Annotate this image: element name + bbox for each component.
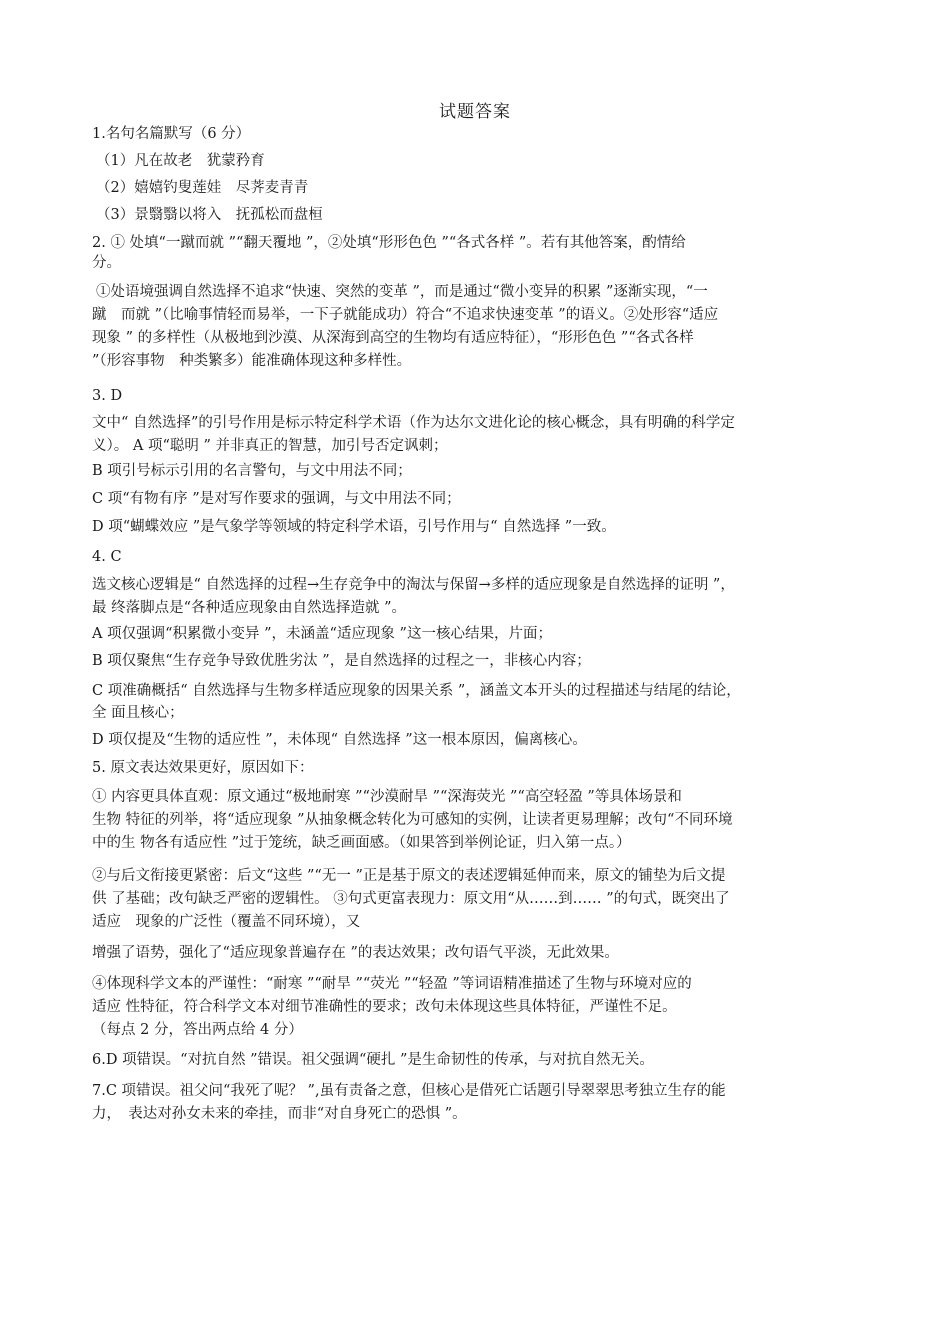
q4-option-c-line-1: C 项准确概括“ 自然选择与生物多样适应现象的因果关系 ”，涵盖文本开头的过程描述与结尾的结论， [92, 683, 741, 699]
q3-option-d: D 项“蝴蝶效应 ”是气象学等领域的特定科学术语，引号作用与“ 自然选择 ”一致。 [92, 519, 616, 535]
q1-heading: 1.名句名篇默写（6 分） [92, 126, 251, 142]
q4-explain-line-2: 最 终落脚点是“各种适应现象由自然选择造就 ”。 [92, 600, 407, 616]
q5-point4-line-1: ④体现科学文本的严谨性：“耐寒 ”“耐旱 ”“荧光 ”“轻盈 ”等词语精准描述了生物与环境对应的 [92, 976, 692, 992]
q4-answer: 4. C [92, 549, 122, 565]
q7-answer-line-1: 7.C 项错误。祖父问“我死了呢？ ”,虽有责备之意，但核心是借死亡话题引导翠翠思考独立生存的能 [92, 1083, 726, 1099]
q5-point2-line-1: ②与后文衔接更紧密：后文“这些 ”“无一 ”正是基于原文的表述逻辑延伸而来，原文的铺垫为后文提 [92, 868, 726, 884]
q1-answer-3: （3）景翳翳以将入 抚孤松而盘桓 [96, 207, 323, 223]
q5-point1-line-3: 中的生 物各有适应性 ”过于笼统，缺乏画面感。（如果答到举例论证，归入第一点。） [92, 835, 631, 851]
q1-answer-2: （2）嬉嬉钓叟莲娃 尽荠麦青青 [96, 180, 309, 196]
q4-option-d: D 项仅提及“生物的适应性 ”，未体现“ 自然选择 ”这一根本原因，偏离核心。 [92, 732, 587, 748]
q5-point2-line-3: 适应 现象的广泛性（覆盖不同环境），又 [92, 914, 361, 930]
q3-option-c: C 项“有物有序 ”是对写作要求的强调，与文中用法不同； [92, 491, 461, 507]
q4-option-c-line-2: 全 面且核心； [92, 705, 184, 721]
q2-answer-line-2: 分。 [92, 255, 121, 271]
q5-heading: 5. 原文表达效果更好，原因如下： [92, 760, 314, 776]
document-title: 试题答案 [439, 102, 511, 122]
q2-explain-line-3: 现象 ” 的多样性（从极地到沙漠、从深海到高空的生物均有适应特征），“形形色色 ”“各式各样 [92, 330, 694, 346]
q5-point1-line-1: ① 内容更具体直观：原文通过“极地耐寒 ”“沙漠耐旱 ”“深海荧光 ”“高空轻盈 ”等具体场景和 [92, 789, 682, 805]
q5-scoring-note: （每点 2 分，答出两点给 4 分） [92, 1022, 303, 1038]
q5-point4-line-2: 适应 性特征，符合科学文本对细节准确性的要求；改句未体现这些具体特征，严谨性不足。 [92, 999, 677, 1015]
q1-answer-1: （1）凡在故老 犹蒙矜育 [96, 153, 265, 169]
q3-explain-line-1: 文中“ 自然选择”的引号作用是标示特定科学术语（作为达尔文进化论的核心概念，具有明确的科学定 [92, 415, 735, 431]
q5-point3-line: 增强了语势，强化了“适应现象普遍存在 ”的表达效果；改句语气平淡，无此效果。 [92, 945, 619, 961]
q2-explain-line-4: ”（形容事物 种类繁多）能准确体现这种多样性。 [92, 353, 412, 369]
q3-option-b: B 项引号标示引用的名言警句，与文中用法不同； [92, 463, 412, 479]
q2-explain-line-2: 蹴 而就 ”（比喻事情轻而易举，一下子就能成功）符合“不追求快速变革 ”的语义。②处形容“适应 [92, 307, 719, 323]
q3-explain-line-2: 义）。 A 项“聪明 ” 并非真正的智慧，加引号否定讽刺； [92, 438, 448, 454]
q5-point1-line-2: 生物 特征的列举，将“适应现象 ”从抽象概念转化为可感知的实例，让读者更易理解；改句“不同环境 [92, 812, 733, 828]
q4-explain-line-1: 选文核心逻辑是“ 自然选择的过程→生存竞争中的淘汰与保留→多样的适应现象是自然选择的证明 ”， [92, 577, 735, 593]
q6-answer: 6.D 项错误。“对抗自然 ”错误。祖父强调“硬扎 ”是生命韧性的传承，与对抗自然无关。 [92, 1052, 654, 1068]
q7-answer-line-2: 力， 表达对孙女未来的牵挂，而非“对自身死亡的恐惧 ”。 [92, 1106, 467, 1122]
q4-option-a: A 项仅强调“积累微小变异 ”，未涵盖“适应现象 ”这一核心结果，片面； [92, 626, 552, 642]
q2-answer-line-1: 2. ① 处填“一蹴而就 ”“翻天覆地 ”，②处填“形形色色 ”“各式各样 ”。若有其他答案，酌情给 [92, 235, 686, 251]
q2-explain-line-1: ①处语境强调自然选择不追求“快速、突然的变革 ”，而是通过“微小变异的积累 ”逐渐实现，“一 [96, 284, 708, 300]
q3-answer: 3. D [92, 388, 123, 404]
q4-option-b: B 项仅聚焦“生存竞争导致优胜劣汰 ”，是自然选择的过程之一，非核心内容； [92, 653, 591, 669]
q5-point2-line-2: 供 了基础；改句缺乏严密的逻辑性。 ③句式更富表现力：原文用“从……到…… ”的句式，既突出了 [92, 891, 730, 907]
